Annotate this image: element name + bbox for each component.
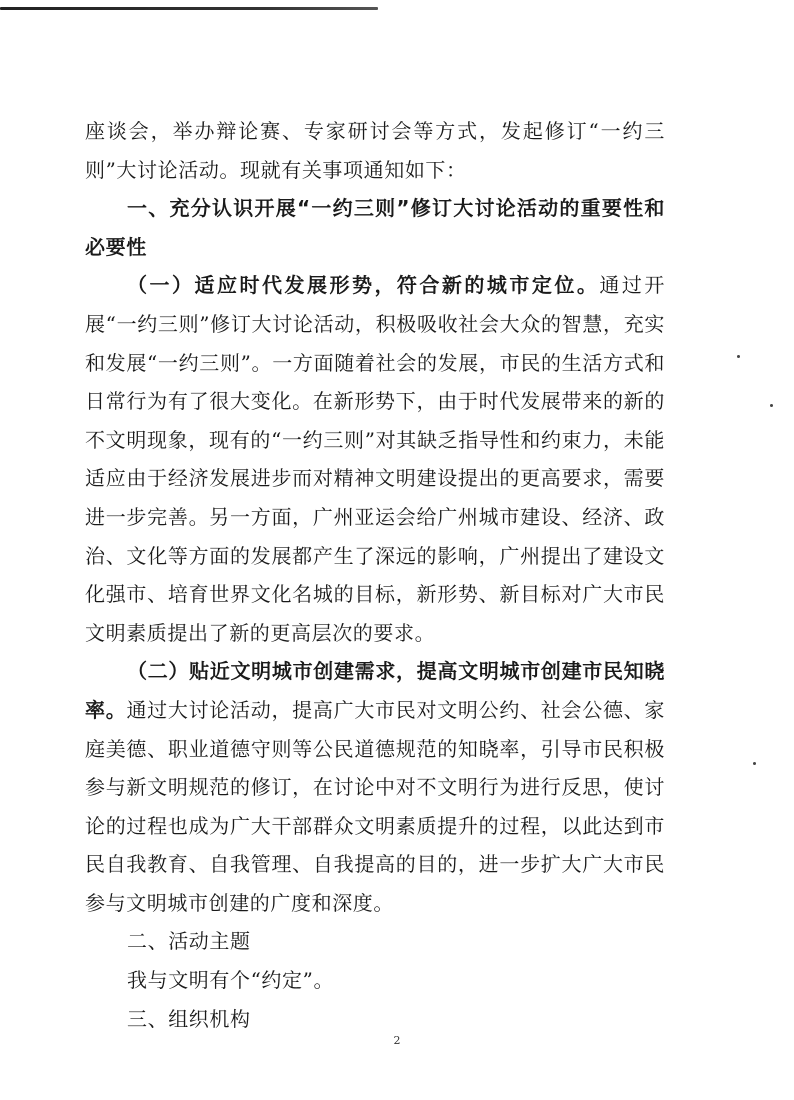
subsection-heading-1: （一）适应时代发展形势，符合新的城市定位。	[127, 273, 600, 298]
paragraph-subsection-1	[85, 266, 665, 652]
page-number: 2	[393, 1034, 401, 1047]
scan-speck	[770, 404, 773, 407]
subsection-heading-2: （二）贴近文明城市创建需求，提高文明城市创建市民知晓率。	[85, 659, 665, 722]
section-heading-2: 二、活动主题	[127, 929, 251, 954]
section-heading-1: 一、充分认识开展“一约三则”修订大讨论活动的重要性和必要性	[85, 196, 665, 259]
scan-speck	[753, 762, 756, 765]
subsection-body-2: 通过大讨论活动，提高广大市民对文明公约、社会公德、家庭美德、职业道德守则等公民道德规范的知晓率，引导市民积极参与新文明规范的修订，在讨论中对不文明行为进行反思，使讨论的过程也成为广大干部群众文明素质提升的过程，以此达到市民自我教育、自我管理、自我提高的目的，进一步扩大广大市民参与文明城市创建的广度和深度。	[85, 697, 665, 915]
scan-speck	[737, 355, 740, 358]
paragraph-intro: 座谈会，举办辩论赛、专家研讨会等方式，发起修订“一约三则”大讨论活动。现就有关事项通知如下：	[85, 119, 665, 182]
paragraph-theme: 我与文明有个“约定”。	[127, 968, 335, 993]
subsection-body-1: 通过开展“一约三则”修订大讨论活动，积极吸收社会大众的智慧，充实和发展“一约三则”。一方面随着社会的发展，市民的生活方式和日常行为有了很大变化。在新形势下，由于时代发展带来的新的不文明现象，现有的“一约三则”对其缺乏指导性和约束力，未能适应由于经济发展进步而对精神文明建设提出的更高要求，需要进一步完善。另一方面，广州亚运会给广州城市建设、经济、政治、文化等方面的发展都产生了深远的影响，广州提出了建设文化强市、培育世界文化名城的目标，新形势、新目标对广大市民文明素质提出了新的更高层次的要求。	[85, 273, 665, 645]
document-page	[85, 112, 665, 1038]
section-heading-3: 三、组织机构	[127, 1006, 251, 1031]
paragraph-subsection-2	[85, 652, 665, 922]
scan-edge-mark	[0, 7, 378, 10]
